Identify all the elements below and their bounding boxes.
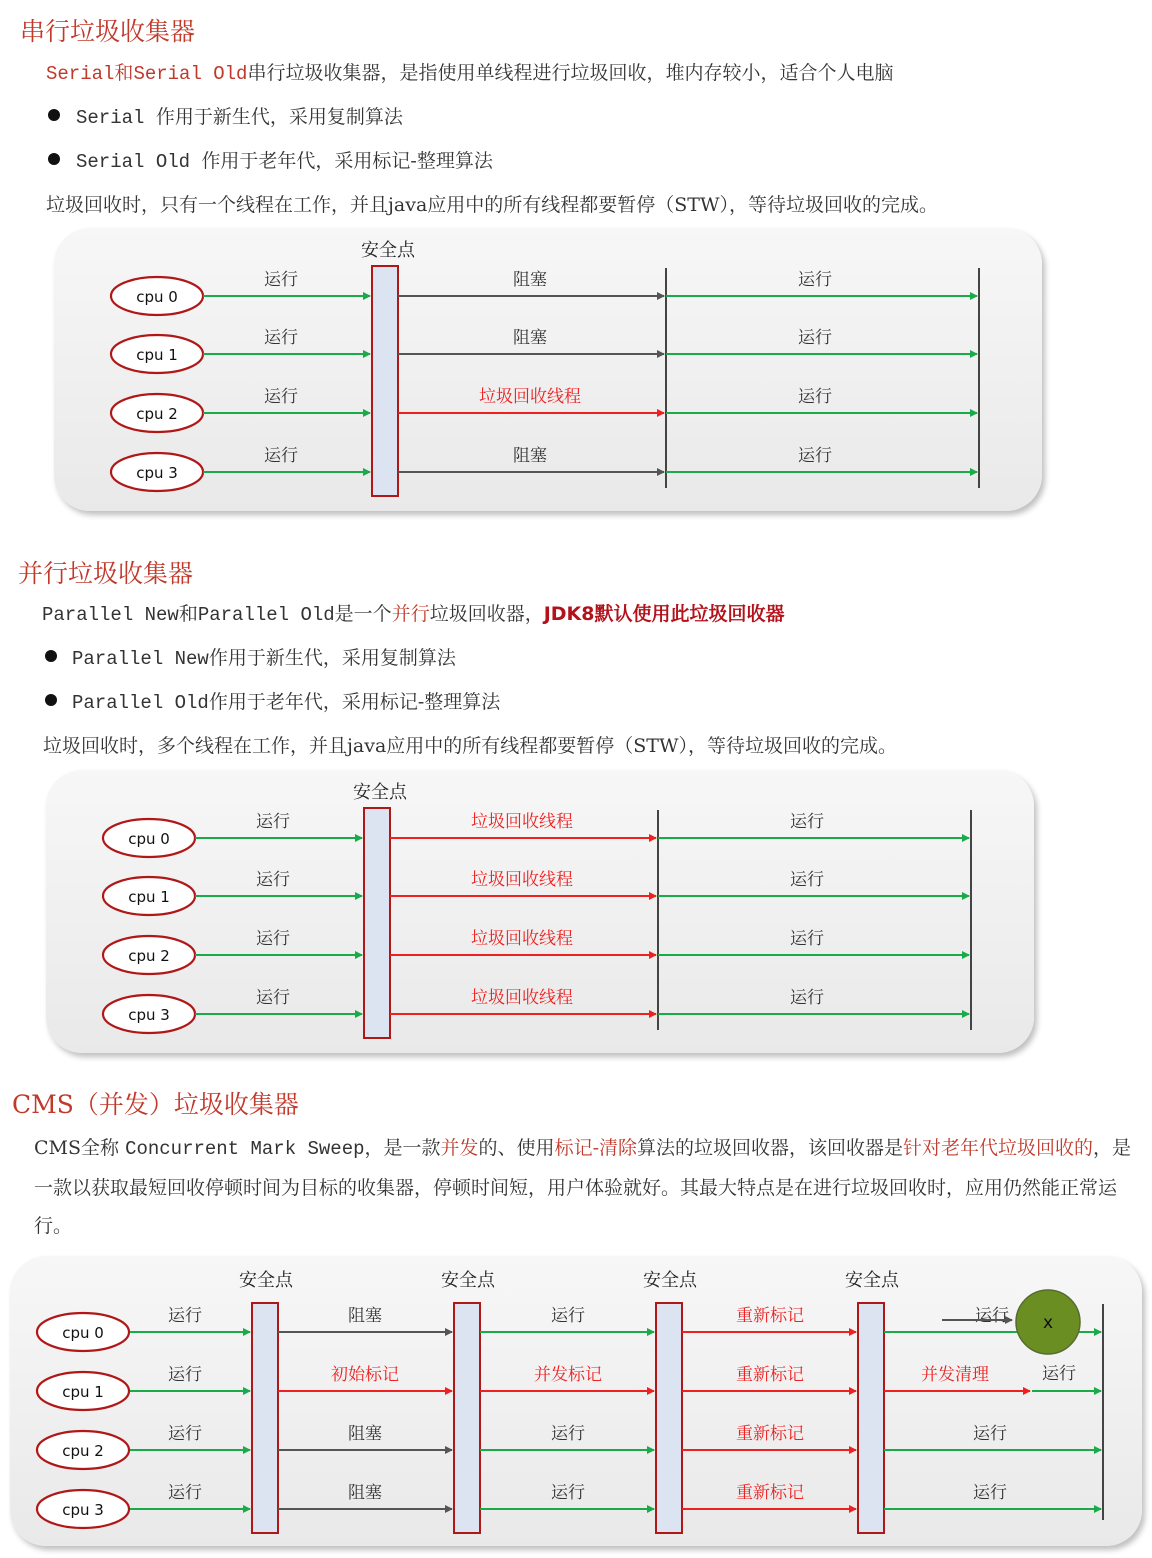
bullet-dot	[48, 109, 60, 121]
serial-bullet-1-term: Serial	[76, 107, 156, 129]
phase5-label: 运行	[973, 1424, 1007, 1444]
phase2-label: 阻塞	[513, 270, 547, 290]
parallel-bullet-1	[72, 643, 456, 670]
parallel-intro	[42, 599, 785, 626]
cpu-label: cpu 0	[136, 288, 178, 306]
safepoint-label: 安全点	[643, 1270, 697, 1291]
phase2-label: 垃圾回收线程	[471, 812, 573, 832]
phase2-label: 初始标记	[331, 1365, 399, 1385]
cpu-label: cpu 1	[62, 1383, 104, 1401]
phase3-label: 运行	[798, 270, 832, 290]
phase2-label: 阻塞	[348, 1424, 382, 1444]
safepoint-label: 安全点	[845, 1270, 899, 1291]
phase2-label: 垃圾回收线程	[471, 870, 573, 890]
stop-circle-mark: x	[1042, 1313, 1054, 1333]
phase4-label: 重新标记	[736, 1483, 804, 1503]
safepoint-label: 安全点	[353, 782, 407, 803]
safepoint-bar	[656, 1303, 682, 1533]
cms-p-mark-sweep: 标记-清除	[554, 1137, 637, 1159]
phase1-label: 运行	[168, 1365, 202, 1385]
phase3-label: 运行	[798, 446, 832, 466]
phase3-label: 运行	[790, 929, 824, 949]
cpu-label: cpu 3	[62, 1501, 104, 1519]
cpu-label: cpu 3	[128, 1006, 170, 1024]
cms-p-g: 算法的垃圾回收器，该回收器是	[636, 1137, 903, 1159]
parallel-note: 垃圾回收时，多个线程在工作，并且java应用中的所有线程都要暂停（STW），等待垃圾回收的完成。	[43, 735, 898, 757]
phase1-label: 运行	[256, 929, 290, 949]
phase3-label: 并发标记	[534, 1365, 602, 1385]
serial-bullet-2-term: Serial Old	[76, 151, 202, 173]
phase4-label: 重新标记	[736, 1306, 804, 1326]
parallel-diagram	[0, 772, 1152, 1072]
parallel-heading: 并行垃圾收集器	[18, 559, 194, 588]
bullet-dot	[45, 694, 57, 706]
phase2-label: 垃圾回收线程	[471, 988, 573, 1008]
safepoint-label: 安全点	[239, 1270, 293, 1291]
phase3-label: 运行	[551, 1306, 585, 1326]
cpu-label: cpu 2	[128, 947, 170, 965]
phase1-label: 运行	[168, 1306, 202, 1326]
safepoint-label: 安全点	[441, 1270, 495, 1291]
phase3-label: 运行	[790, 812, 824, 832]
cpu-label: cpu 0	[62, 1324, 104, 1342]
phase1-label: 运行	[168, 1483, 202, 1503]
cpu-label: cpu 2	[62, 1442, 104, 1460]
serial-intro-text: 串行垃圾收集器，是指使用单线程进行垃圾回收，堆内存较小，适合个人电脑	[247, 62, 894, 84]
parallel-intro-text1: 是一个	[334, 603, 392, 625]
serial-intro	[46, 58, 893, 85]
cms-heading: CMS（并发）垃圾收集器	[12, 1090, 299, 1119]
phase2-label: 阻塞	[513, 328, 547, 348]
serial-bullet-1	[76, 102, 403, 129]
phase2-label: 垃圾回收线程	[479, 387, 581, 407]
serial-bullet-2	[76, 146, 493, 173]
parallel-bullet-2-term: Parallel Old	[72, 692, 209, 714]
parallel-intro-and: 和	[178, 603, 198, 625]
phase1-label: 运行	[256, 988, 290, 1008]
serial-intro-and: 和	[114, 62, 134, 84]
cms-p-old-gen: 针对老年代垃圾回收的	[903, 1137, 1094, 1159]
parallel-bullet-2	[72, 687, 500, 714]
cms-p-i: ，是一款以获取最短回收停顿时间为目标的收集器，停顿时间短，用户体验就好。其最大特点是在进行垃圾回收时，应用仍然能正常运行。	[34, 1137, 1132, 1237]
phase1-label: 运行	[264, 387, 298, 407]
serial-bullet-2-text: 作用于老年代，采用标记-整理算法	[201, 150, 493, 172]
cms-p-fullname: Concurrent Mark Sweep	[125, 1138, 365, 1160]
parallel-bullet-1-text: 作用于新生代，采用复制算法	[208, 647, 456, 669]
phase5-label: 并发清理	[921, 1365, 989, 1385]
safepoint-bar	[372, 266, 398, 496]
parallel-intro-term1: Parallel New	[42, 604, 179, 626]
safepoint-bar	[858, 1303, 884, 1533]
cpu-label: cpu 1	[136, 346, 178, 364]
safepoint-bar	[454, 1303, 480, 1533]
serial-intro-term2: Serial Old	[133, 63, 248, 85]
parallel-intro-highlight: 并行	[391, 603, 430, 625]
serial-intro-term1: Serial	[46, 63, 115, 85]
cpu-label: cpu 1	[128, 888, 170, 906]
serial-note: 垃圾回收时，只有一个线程在工作，并且java应用中的所有线程都要暂停（STW），等待垃圾回收的完成。	[46, 194, 939, 216]
parallel-intro-term2: Parallel Old	[197, 604, 335, 626]
phase3-label: 运行	[551, 1424, 585, 1444]
phase3-label: 运行	[798, 387, 832, 407]
phase1-label: 运行	[264, 446, 298, 466]
phase5-label: 运行	[975, 1306, 1009, 1326]
phase2-label: 阻塞	[348, 1483, 382, 1503]
safepoint-label: 安全点	[361, 240, 415, 261]
safepoint-bar	[364, 808, 390, 1038]
serial-diagram	[0, 230, 1152, 530]
cpu-label: cpu 3	[136, 464, 178, 482]
bullet-dot	[45, 650, 57, 662]
serial-bullet-1-text: 作用于新生代，采用复制算法	[155, 106, 403, 128]
phase2-label: 垃圾回收线程	[471, 929, 573, 949]
cms-paragraph	[34, 1129, 1134, 1246]
cms-p-concurrent: 并发	[440, 1137, 479, 1159]
phase5-label: 运行	[973, 1483, 1007, 1503]
parallel-intro-text2: 垃圾回收器，	[429, 603, 544, 625]
parallel-intro-jdk8: JDK8默认使用此垃圾回收器	[543, 603, 785, 625]
phase1-label: 运行	[168, 1424, 202, 1444]
phase2-label: 阻塞	[348, 1306, 382, 1326]
bullet-dot	[48, 153, 60, 165]
cpu-label: cpu 2	[136, 405, 178, 423]
phase4-label: 重新标记	[736, 1424, 804, 1444]
phase1-label: 运行	[264, 328, 298, 348]
phase1-label: 运行	[264, 270, 298, 290]
phase2-label: 阻塞	[513, 446, 547, 466]
safepoint-bar	[252, 1303, 278, 1533]
phase3-label: 运行	[790, 988, 824, 1008]
parallel-bullet-2-text: 作用于老年代，采用标记-整理算法	[208, 691, 501, 713]
cms-p-a: CMS全称	[34, 1137, 126, 1159]
parallel-bullet-1-term: Parallel New	[72, 648, 209, 670]
cpu-label: cpu 0	[128, 830, 170, 848]
phase1-label: 运行	[256, 870, 290, 890]
phase3-label: 运行	[798, 328, 832, 348]
phase3-label: 运行	[790, 870, 824, 890]
cms-p-c: ，是一款	[364, 1137, 441, 1159]
phase3-label: 运行	[551, 1483, 585, 1503]
phase5-extra-label: 运行	[1042, 1364, 1076, 1384]
phase4-label: 重新标记	[736, 1365, 804, 1385]
cms-p-e: 的、使用	[478, 1137, 555, 1159]
serial-heading: 串行垃圾收集器	[20, 17, 196, 46]
cms-diagram	[0, 1258, 1152, 1558]
phase1-label: 运行	[256, 812, 290, 832]
